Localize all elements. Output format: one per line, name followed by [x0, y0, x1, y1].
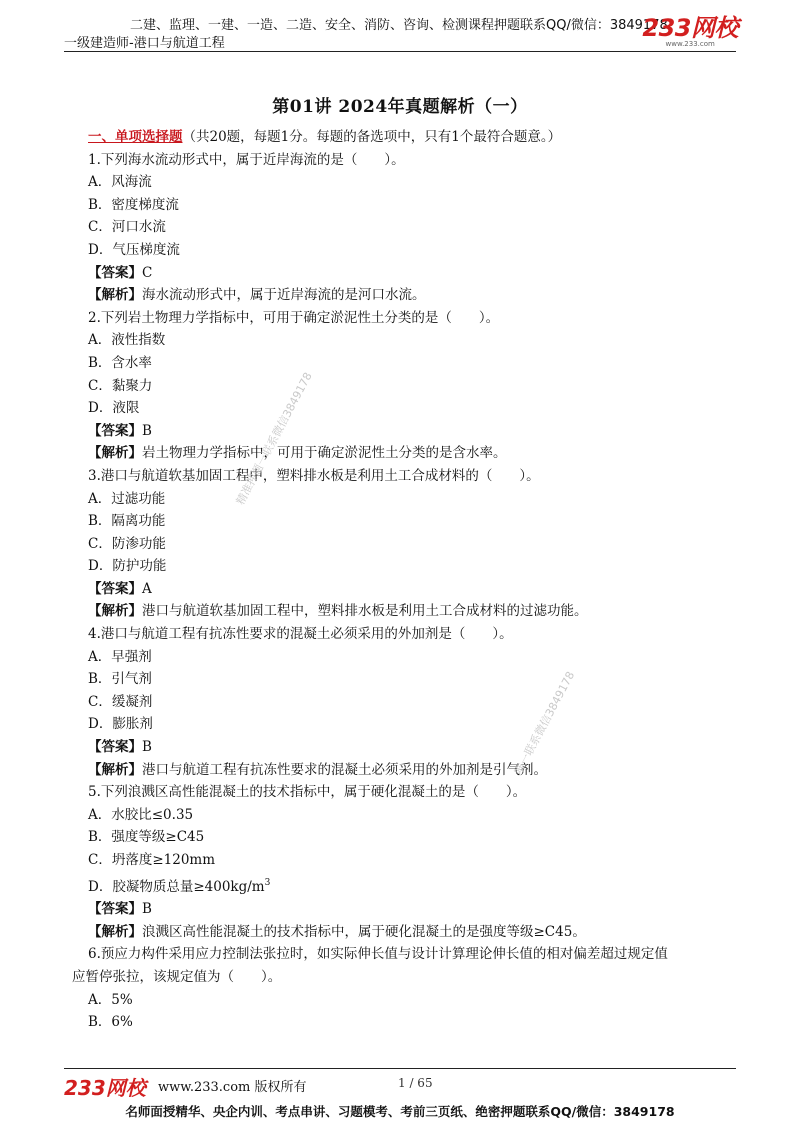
watermark: 精准押题一联系微信3849178 [233, 370, 315, 508]
option-d: D．防护功能 [88, 558, 167, 575]
answer-value: A [142, 580, 152, 597]
option-b: B．强度等级≥C45 [88, 829, 205, 846]
answer-value: B [142, 901, 152, 918]
section-title: 一、单项选择题 [88, 129, 183, 145]
analysis-tag: 【解析】 [88, 445, 142, 462]
footer-divider [64, 1068, 736, 1069]
analysis-tag: 【解析】 [88, 761, 142, 778]
question-stem: 6.预应力构件采用应力控制法张拉时，如实际伸长值与设计计算理论伸长值的相对偏差超过规定值 [88, 946, 668, 963]
answer-tag: 【答案】 [88, 264, 142, 281]
analysis-tag: 【解析】 [88, 603, 142, 620]
option-c: C．缓凝剂 [88, 693, 153, 710]
analysis-line [88, 759, 730, 782]
superscript: 3 [264, 877, 271, 888]
option-c: C．防渗功能 [88, 535, 166, 552]
analysis-line [88, 921, 730, 944]
question-stem-continuation: 应暂停张拉，该规定值为（ ）。 [72, 968, 282, 985]
section-description: （共20题，每题1分。每题的备选项中，只有1个最符合题意。） [182, 129, 562, 145]
option-d-text: D．胶凝物质总量≥400kg/m [88, 878, 265, 895]
option-d: D．液限 [88, 400, 140, 417]
answer-value: B [142, 739, 152, 756]
analysis-text: 岩土物理力学指标中，可用于确定淤泥性土分类的是含水率。 [142, 445, 507, 462]
answer-tag: 【答案】 [88, 422, 142, 439]
analysis-text: 海水流动形式中，属于近岸海流的是河口水流。 [142, 287, 426, 304]
analysis-line [88, 442, 730, 465]
analysis-tag: 【解析】 [88, 923, 142, 940]
question-stem: 1.下列海水流动形式中，属于近岸海流的是（ ）。 [88, 151, 405, 168]
answer-line [88, 420, 730, 443]
header-subtitle: 一级建造师-港口与航道工程 [64, 36, 225, 51]
page-number: 1 / 65 [398, 1076, 433, 1090]
section-heading [88, 126, 730, 149]
answer-line [88, 898, 730, 921]
question-stem: 2.下列岩土物理力学指标中，可用于确定淤泥性土分类的是（ ）。 [88, 309, 500, 326]
answer-line [88, 262, 730, 285]
option-b: B．隔离功能 [88, 513, 166, 530]
option-b: B．含水率 [88, 354, 152, 371]
question-stem: 4.港口与航道工程有抗冻性要求的混凝土必须采用的外加剂是（ ）。 [88, 626, 513, 643]
logo-text: 233网校 [642, 14, 738, 42]
footer-site-link[interactable]: www.233.com 版权所有 [158, 1080, 307, 1095]
option-a: A．5% [88, 991, 133, 1008]
option-a: A．液性指数 [88, 332, 166, 349]
answer-tag: 【答案】 [88, 580, 142, 597]
question-stem: 5.下列浪溅区高性能混凝土的技术指标中，属于硬化混凝土的是（ ）。 [88, 784, 527, 801]
question-stem: 3.港口与航道软基加固工程中，塑料排水板是利用土工合成材料的（ ）。 [88, 467, 540, 484]
analysis-text: 港口与航道软基加固工程中，塑料排水板是利用土工合成材料的过滤功能。 [142, 603, 588, 620]
answer-line [88, 578, 730, 601]
option-a: A．水胶比≤0.35 [88, 806, 194, 823]
option-d: D．膨胀剂 [88, 716, 153, 733]
option-a: A．早强剂 [88, 648, 152, 665]
answer-value: C [142, 264, 153, 281]
option-c: C．河口水流 [88, 219, 166, 236]
logo-url: www.233.com [665, 40, 715, 48]
watermark: 唯一联系微信3849178 [511, 669, 578, 778]
page-title: 第01讲 2024年真题解析（一） [272, 97, 528, 117]
option-b: B．引气剂 [88, 671, 152, 688]
analysis-text: 港口与航道工程有抗冻性要求的混凝土必须采用的外加剂是引气剂。 [142, 761, 547, 778]
document-body [72, 126, 730, 1034]
answer-value: B [142, 422, 152, 439]
option-a: A．风海流 [88, 174, 152, 191]
option-c: C．黏聚力 [88, 377, 153, 394]
analysis-text: 浪溅区高性能混凝土的技术指标中，属于硬化混凝土的是强度等级≥C45。 [142, 923, 586, 940]
option-c: C．坍落度≥120mm [88, 852, 216, 868]
answer-tag: 【答案】 [88, 901, 142, 918]
answer-line [88, 736, 730, 759]
footer-promo-line: 名师面授精华、央企内训、考点串讲、习题模考、考前三页纸、绝密押题联系QQ/微信：3849178 [125, 1104, 675, 1119]
option-d: D．气压梯度流 [88, 241, 180, 258]
footer-logo[interactable]: 233网校 [64, 1076, 146, 1100]
analysis-line [88, 284, 730, 307]
analysis-line [88, 600, 730, 623]
option-d [88, 872, 730, 899]
header-divider [64, 51, 736, 52]
answer-tag: 【答案】 [88, 739, 142, 756]
option-a: A．过滤功能 [88, 490, 166, 507]
header-top-line: 二建、监理、一建、一造、二造、安全、消防、咨询、检测课程押题联系QQ/微信：3849178 [130, 18, 668, 33]
option-b: B．6% [88, 1014, 133, 1031]
brand-logo[interactable] [642, 16, 738, 48]
analysis-tag: 【解析】 [88, 287, 142, 304]
option-b: B．密度梯度流 [88, 196, 179, 213]
